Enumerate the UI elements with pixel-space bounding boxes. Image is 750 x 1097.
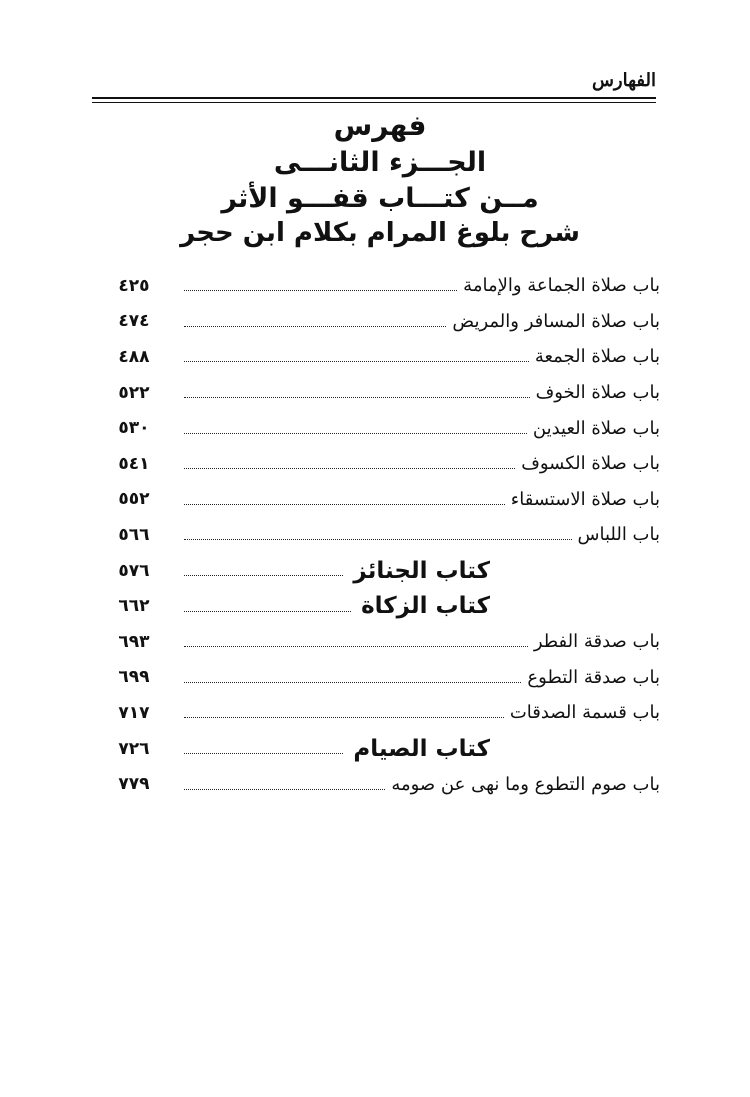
dot-leader [184,753,343,754]
toc-entry-title: باب صلاة العيدين [532,417,660,439]
toc-entry [112,695,660,731]
toc-entry [112,660,660,696]
toc-entry-title: باب صلاة الجمعة [534,346,660,368]
toc-entry-page: ٤٧٤ [118,311,150,332]
header-rule-thick [92,97,656,99]
toc-entry-title: باب صوم التطوع وما نهى عن صومه [391,773,660,795]
toc-entry-page: ٤٨٨ [118,346,150,367]
dot-leader [184,504,505,505]
toc-book-title: كتاب الزكاة [361,593,490,620]
toc-entry-page: ٥٤١ [118,453,150,474]
toc-entry-title: باب صلاة الاستسقاء [510,488,660,510]
running-header [92,62,656,100]
toc-entry-title: باب صدقة التطوع [527,666,660,688]
title-book-name: مــن كتـــاب قفـــو الأثر [221,182,539,214]
dot-leader [184,468,515,469]
toc-entry-page: ٥٦٦ [118,524,150,545]
title-volume: الجـــزء الثانـــى [273,146,487,178]
table-of-contents [112,268,660,802]
dot-leader [184,789,385,790]
toc-entry [112,268,660,304]
toc-entry-page: ٥٢٢ [118,382,150,403]
dot-leader [184,539,572,540]
title-subtitle: شرح بلوغ المرام بكلام ابن حجر [180,218,580,249]
toc-entry [112,517,660,553]
section-label: الفهارس [591,70,656,91]
toc-book-entry [112,588,660,624]
title-index: فهرس [333,109,427,142]
toc-entry-page: ٥٧٦ [118,560,150,581]
toc-entry-title: باب اللباس [577,524,660,546]
toc-entry [112,375,660,411]
toc-entry-page: ٧٢٦ [118,738,150,759]
toc-entry-title: باب صلاة الخوف [535,382,660,404]
toc-book-entry [112,553,660,589]
toc-entry-page: ٥٣٠ [118,418,150,439]
toc-entry-page: ٧١٧ [118,702,150,723]
toc-book-entry [112,731,660,767]
toc-entry [112,482,660,518]
toc-entry-title: باب صلاة المسافر والمريض [452,310,660,332]
toc-entry-page: ٦٩٣ [118,631,150,652]
title-block [150,108,610,251]
dot-leader [184,397,530,398]
toc-entry [112,624,660,660]
toc-entry-title: باب صلاة الجماعة والإمامة [463,275,660,297]
dot-leader [184,575,343,576]
dot-leader [184,290,457,291]
toc-entry [112,304,660,340]
dot-leader [184,682,521,683]
toc-entry-title: باب صلاة الكسوف [521,453,660,475]
toc-entry-title: باب صدقة الفطر [533,631,660,653]
toc-entry [112,446,660,482]
header-rule-thin [92,102,656,103]
toc-book-title: كتاب الصيام [353,735,490,762]
dot-leader [184,361,529,362]
toc-entry-page: ٥٥٢ [118,489,150,510]
toc-entry [112,339,660,375]
dot-leader [184,646,528,647]
toc-entry [112,766,660,802]
toc-entry-page: ٦٩٩ [118,667,150,688]
dot-leader [184,433,527,434]
dot-leader [184,611,351,612]
toc-entry-page: ٧٧٩ [118,774,150,795]
dot-leader [184,326,446,327]
dot-leader [184,717,504,718]
toc-entry-page: ٤٢٥ [118,275,150,296]
toc-entry [112,410,660,446]
toc-entry-title: باب قسمة الصدقات [509,702,660,724]
toc-entry-page: ٦٦٢ [118,596,150,617]
toc-book-title: كتاب الجنائز [353,557,490,584]
